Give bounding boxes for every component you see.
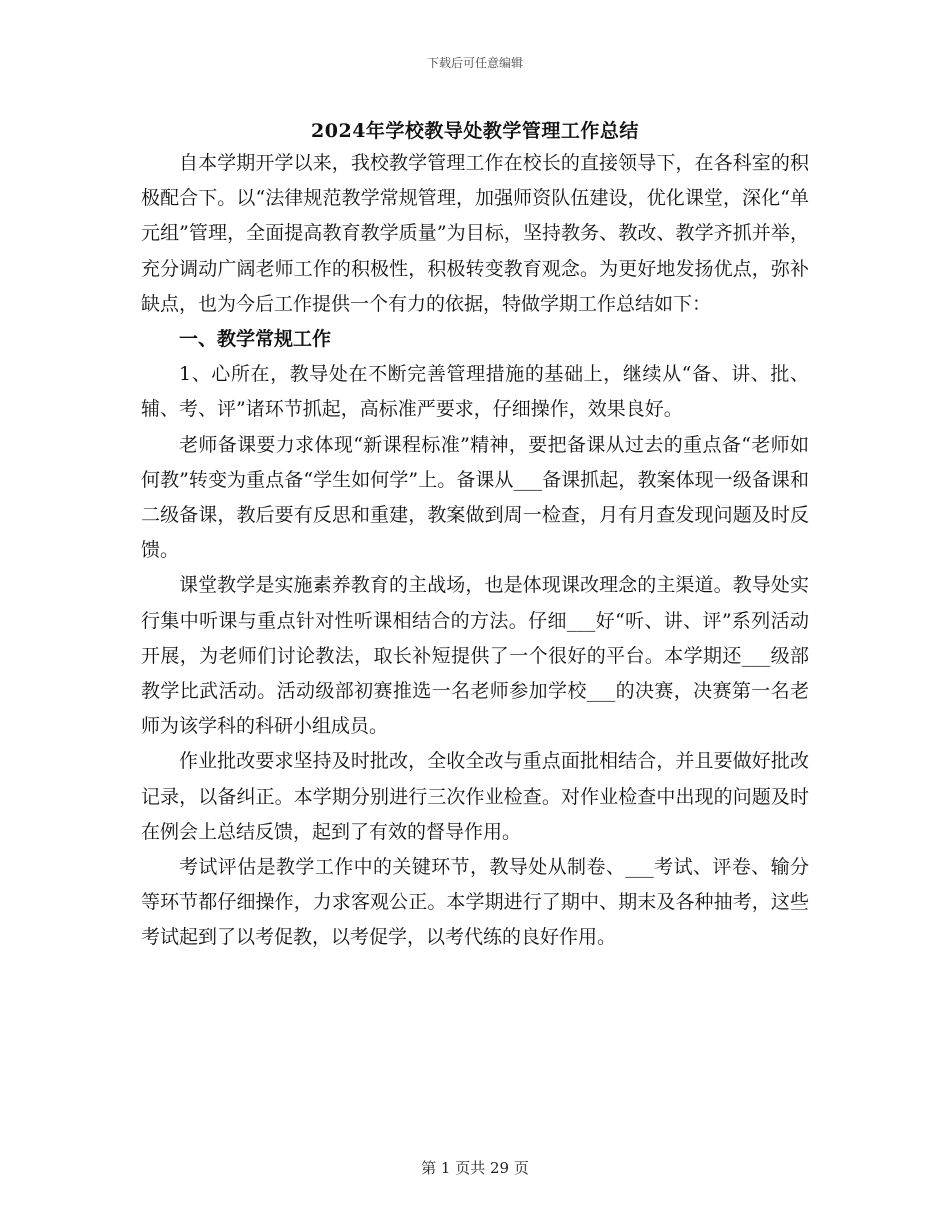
paragraph: 1、心所在，教导处在不断完善管理措施的基础上，继续从“备、讲、批、辅、考、评”诸环节抓起，高标准严要求，仔细操作，效果良好。: [141, 363, 809, 421]
paragraph: 课堂教学是实施素养教育的主战场，也是体现课改理念的主渠道。教导处实行集中听课与重点针对性听课相结合的方法。仔细___好“听、讲、评”系列活动开展，为老师们讨论教法，取长补短提供了一个很好的平台。本学期还___级部教学比武活动。活动级部初赛推选一名老师参加学校___的决赛，决赛第一名老师为该学科的科研小组成员。: [141, 574, 809, 738]
intro-paragraph: 自本学期开学以来，我校教学管理工作在校长的直接领导下，在各科室的积极配合下。以“法律规范教学常规管理，加强师资队伍建设，优化课堂，深化“单元组”管理，全面提高教育教学质量”为目标，坚持教务、教改、教学齐抓并举，充分调动广阔老师工作的积极性，积极转变教育观念。为更好地发扬优点，弥补缺点，也为今后工作提供一个有力的依据，特做学期工作总结如下：: [141, 152, 809, 315]
section-heading: 一、教学常规工作: [179, 328, 332, 351]
document-title: 2024年学校教导处教学管理工作总结: [311, 120, 639, 142]
paragraph: 作业批改要求坚持及时批改，全收全改与重点面批相结合，并且要做好批改记录，以备纠正。本学期分别进行三次作业检查。对作业检查中出现的问题及时在例会上总结反馈，起到了有效的督导作用。: [141, 750, 809, 843]
page-header-note: 下载后可任意编辑: [426, 56, 523, 70]
paragraph: 老师备课要力求体现“新课程标准”精神，要把备课从过去的重点备“老师如何教”转变为重点备“学生如何学”上。备课从___备课抓起，教案体现一级备课和二级备课，教后要有反思和重建，教案做到周一检查，月有月查发现问题及时反馈。: [141, 433, 809, 562]
document-body: [141, 146, 809, 956]
page-number: 第 1 页共 29 页: [421, 1159, 529, 1177]
paragraph: 考试评估是教学工作中的关键环节，教导处从制卷、___考试、评卷、输分等环节都仔细操作，力求客观公正。本学期进行了期中、期末及各种抽考，这些考试起到了以考促教，以考促学，以考代练的良好作用。: [141, 856, 809, 949]
